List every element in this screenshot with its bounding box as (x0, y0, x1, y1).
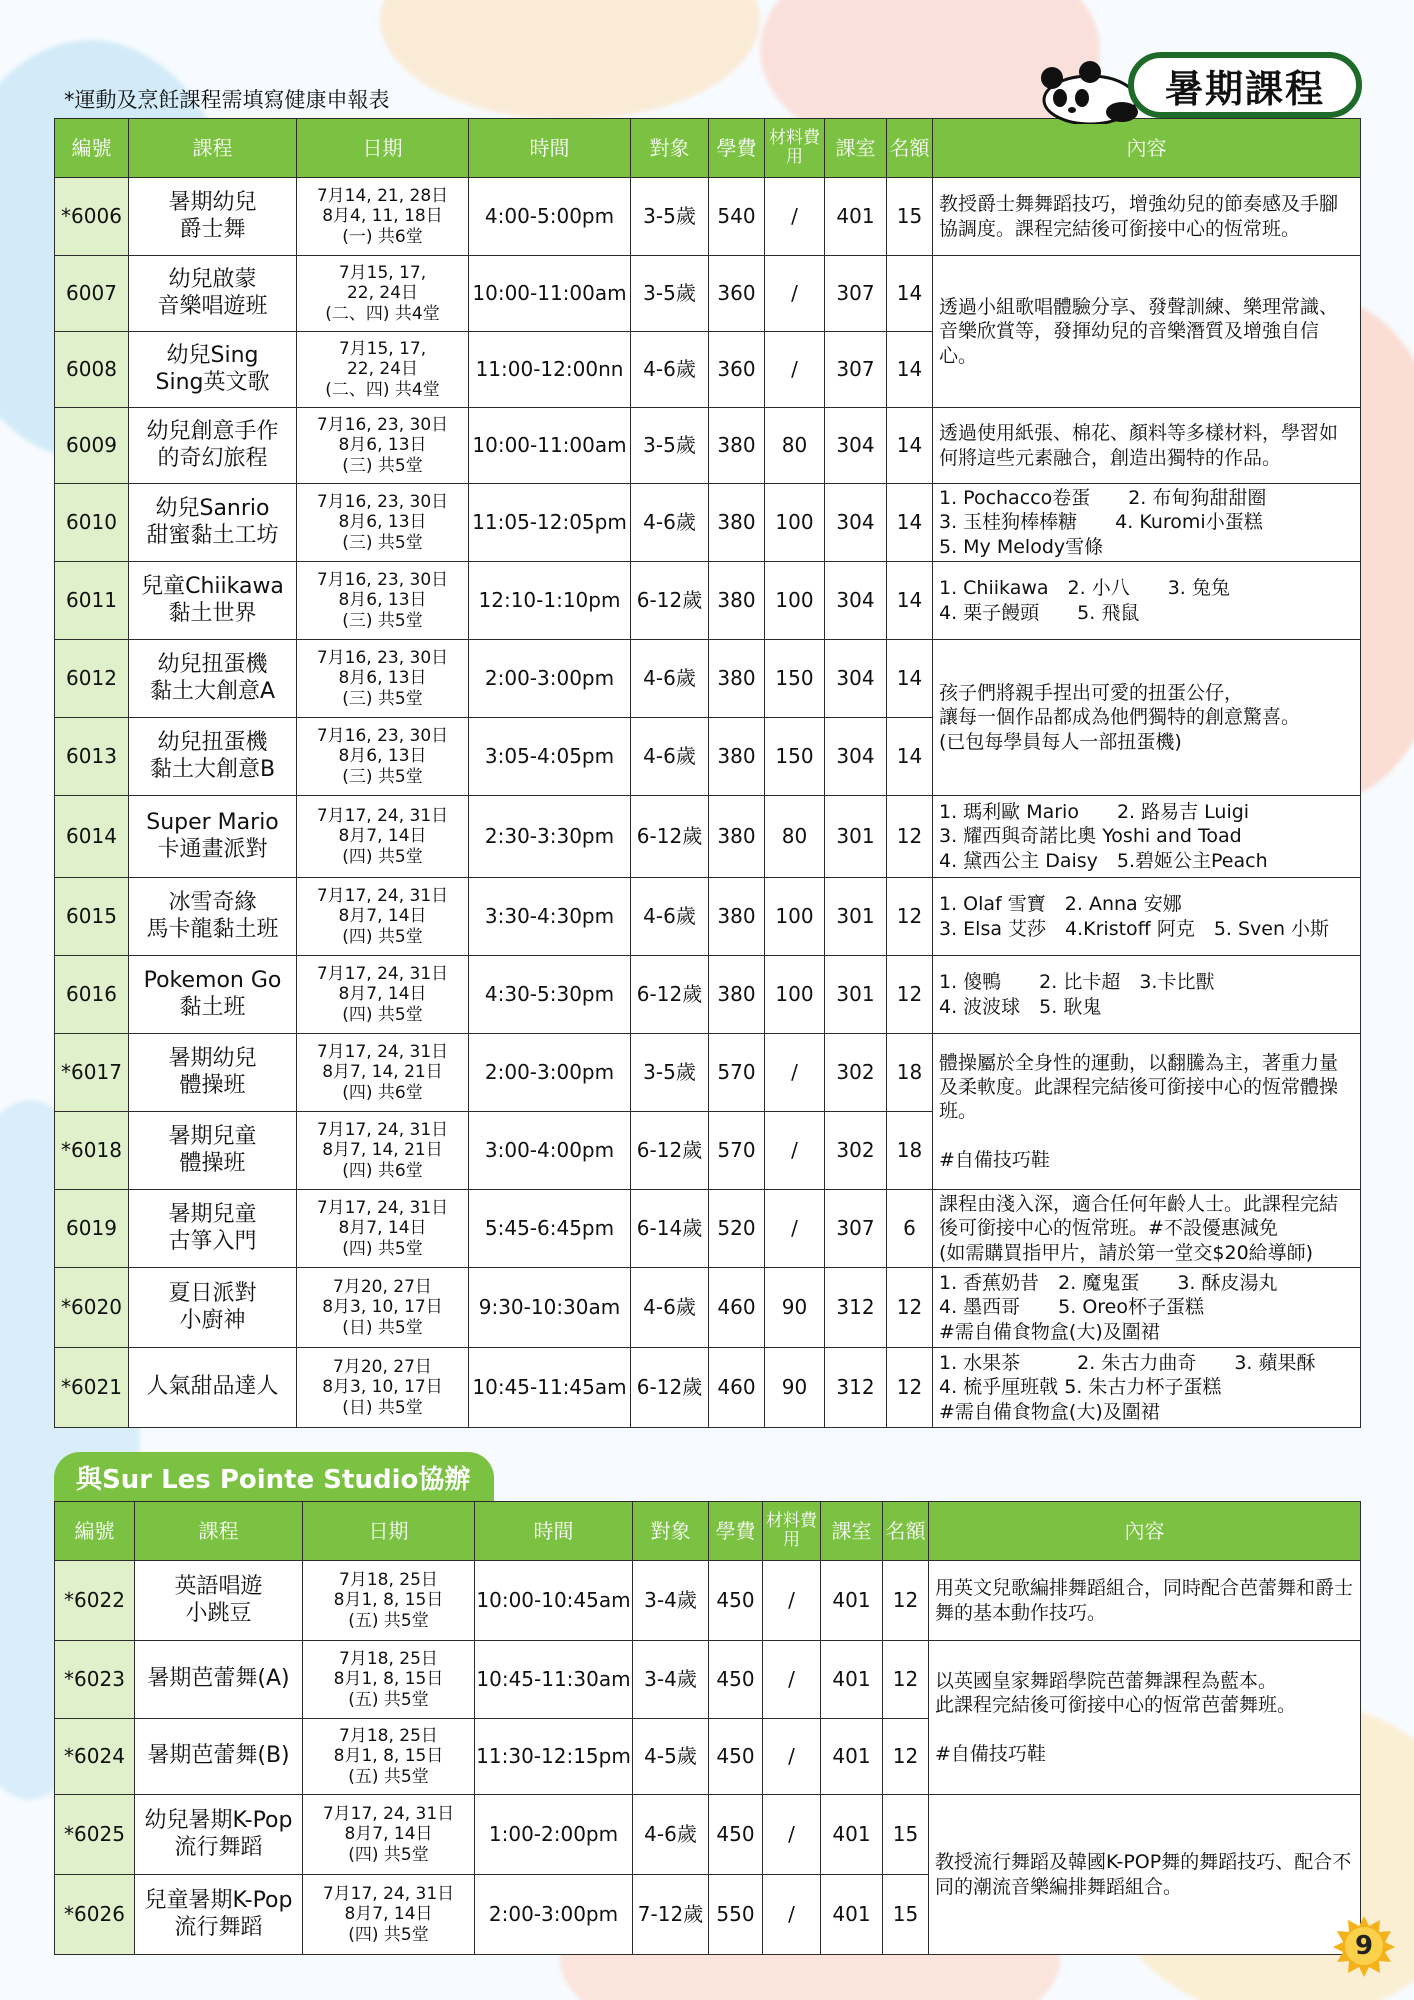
course-name: 暑期芭蕾舞(A) (135, 1641, 303, 1719)
course-name: 幼兒扭蛋機 黏土大創意B (129, 718, 297, 796)
course-code: 6012 (55, 640, 129, 718)
course-code: 6013 (55, 718, 129, 796)
target-age: 6-14歲 (631, 1190, 709, 1268)
course-name: 暑期芭蕾舞(B) (135, 1719, 303, 1795)
target-age: 4-6歲 (631, 332, 709, 408)
header-course-content: 內容 (929, 1502, 1361, 1561)
table-row (55, 484, 1361, 562)
target-age: 6-12歲 (631, 796, 709, 878)
course-name: 幼兒暑期K-Pop 流行舞蹈 (135, 1795, 303, 1875)
course-time: 3:30-4:30pm (469, 878, 631, 956)
course-code: *6021 (55, 1348, 129, 1428)
target-age: 4-6歲 (631, 1268, 709, 1348)
course-code: *6023 (55, 1641, 135, 1719)
course-dates: 7月18, 25日 8月1, 8, 15日 (五) 共5堂 (303, 1719, 475, 1795)
quota: 12 (883, 1561, 929, 1641)
table-row (55, 1034, 1361, 1112)
classroom: 312 (825, 1348, 887, 1428)
course-time: 10:00-11:00am (469, 256, 631, 332)
target-age: 4-6歲 (631, 718, 709, 796)
material-fee: / (765, 256, 825, 332)
course-dates: 7月16, 23, 30日 8月6, 13日 (三) 共5堂 (297, 484, 469, 562)
course-time: 2:00-3:00pm (475, 1875, 633, 1955)
target-age: 6-12歲 (631, 1348, 709, 1428)
course-content: 體操屬於全身性的運動，以翻騰為主，著重力量及柔軟度。此課程完結後可銜接中心的恆常體操班。 #自備技巧鞋 (933, 1034, 1361, 1190)
material-fee: / (765, 332, 825, 408)
tuition-fee: 380 (709, 956, 765, 1034)
header-course-dates: 日期 (303, 1502, 475, 1561)
course-dates: 7月17, 24, 31日 8月7, 14, 21日 (四) 共6堂 (297, 1034, 469, 1112)
material-fee: / (763, 1641, 821, 1719)
quota: 12 (887, 1348, 933, 1428)
course-content: 1. 瑪利歐 Mario 2. 路易吉 Luigi 3. 耀西與奇諾比奧 Yoshi and Toad 4. 黛西公主 Daisy 5.碧姬公主Peach (933, 796, 1361, 878)
material-fee: / (765, 1190, 825, 1268)
tuition-fee: 380 (709, 796, 765, 878)
course-dates: 7月17, 24, 31日 8月7, 14日 (四) 共5堂 (297, 956, 469, 1034)
material-fee: / (765, 1112, 825, 1190)
material-fee: 90 (765, 1348, 825, 1428)
target-age: 4-6歲 (631, 640, 709, 718)
course-content: 教授流行舞蹈及韓國K-POP舞的舞蹈技巧、配合不同的潮流音樂編排舞蹈組合。 (929, 1795, 1361, 1955)
tuition-fee: 380 (709, 878, 765, 956)
course-content: 1. Pochacco卷蛋 2. 布甸狗甜甜圈 3. 玉桂狗棒棒糖 4. Kuromi小蛋糕 5. My Melody雪條 (933, 484, 1361, 562)
course-time: 11:05-12:05pm (469, 484, 631, 562)
quota: 12 (887, 878, 933, 956)
page-title-badge (1032, 52, 1362, 124)
table-row (55, 1795, 1361, 1875)
course-dates: 7月17, 24, 31日 8月7, 14日 (四) 共5堂 (297, 796, 469, 878)
course-content: 用英文兒歌編排舞蹈組合，同時配合芭蕾舞和爵士舞的基本動作技巧。 (929, 1561, 1361, 1641)
tuition-fee: 520 (709, 1190, 765, 1268)
tuition-fee: 380 (709, 484, 765, 562)
course-time: 11:00-12:00nn (469, 332, 631, 408)
course-code: 6015 (55, 878, 129, 956)
course-time: 2:00-3:00pm (469, 640, 631, 718)
course-time: 9:30-10:30am (469, 1268, 631, 1348)
table-row (55, 256, 1361, 332)
course-time: 5:45-6:45pm (469, 1190, 631, 1268)
course-dates: 7月18, 25日 8月1, 8, 15日 (五) 共5堂 (303, 1641, 475, 1719)
course-dates: 7月16, 23, 30日 8月6, 13日 (三) 共5堂 (297, 640, 469, 718)
target-age: 3-4歲 (633, 1641, 709, 1719)
header-target-age: 對象 (631, 119, 709, 178)
course-dates: 7月20, 27日 8月3, 10, 17日 (日) 共5堂 (297, 1268, 469, 1348)
material-fee: / (765, 1034, 825, 1112)
quota: 12 (883, 1641, 929, 1719)
header-course-content: 內容 (933, 119, 1361, 178)
course-content: 透過使用紙張、棉花、顏料等多樣材料，學習如何將這些元素融合，創造出獨特的作品。 (933, 408, 1361, 484)
course-time: 10:00-10:45am (475, 1561, 633, 1641)
target-age: 4-6歲 (631, 878, 709, 956)
course-code: *6018 (55, 1112, 129, 1190)
tuition-fee: 360 (709, 256, 765, 332)
page-number: 9 (1354, 1931, 1374, 1961)
course-content: 1. 傻鴨 2. 比卡超 3.卡比獸 4. 波波球 5. 耿鬼 (933, 956, 1361, 1034)
course-dates: 7月16, 23, 30日 8月6, 13日 (三) 共5堂 (297, 718, 469, 796)
course-time: 10:00-11:00am (469, 408, 631, 484)
header-course-time: 時間 (469, 119, 631, 178)
course-content: 1. 水果茶 2. 朱古力曲奇 3. 蘋果酥 4. 梳乎厘班戟 5. 朱古力杯子蛋糕 #需自備食物盒(大)及圍裙 (933, 1348, 1361, 1428)
quota: 6 (887, 1190, 933, 1268)
header-quota: 名額 (883, 1502, 929, 1561)
course-name: 兒童Chiikawa 黏土世界 (129, 562, 297, 640)
material-fee: 100 (765, 878, 825, 956)
course-code: 6008 (55, 332, 129, 408)
header-course-name: 課程 (129, 119, 297, 178)
course-code: 6014 (55, 796, 129, 878)
course-code: *6022 (55, 1561, 135, 1641)
course-time: 12:10-1:10pm (469, 562, 631, 640)
course-name: 兒童暑期K-Pop 流行舞蹈 (135, 1875, 303, 1955)
target-age: 6-12歲 (631, 1112, 709, 1190)
tuition-fee: 450 (709, 1561, 763, 1641)
co-organized-course-table (54, 1501, 1361, 1955)
table-row (55, 408, 1361, 484)
course-name: 暑期幼兒 體操班 (129, 1034, 297, 1112)
material-fee: / (763, 1561, 821, 1641)
course-name: 人氣甜品達人 (129, 1348, 297, 1428)
course-content: 1. Olaf 雪寶 2. Anna 安娜 3. Elsa 艾莎 4.Kristoff 阿克 5. Sven 小斯 (933, 878, 1361, 956)
course-name: 暑期兒童 體操班 (129, 1112, 297, 1190)
classroom: 301 (825, 796, 887, 878)
course-dates: 7月20, 27日 8月3, 10, 17日 (日) 共5堂 (297, 1348, 469, 1428)
tuition-fee: 450 (709, 1641, 763, 1719)
target-age: 4-6歲 (631, 484, 709, 562)
course-dates: 7月17, 24, 31日 8月7, 14日 (四) 共5堂 (303, 1875, 475, 1955)
material-fee: / (763, 1795, 821, 1875)
course-code: *6006 (55, 178, 129, 256)
target-age: 3-4歲 (633, 1561, 709, 1641)
material-fee: / (765, 178, 825, 256)
quota: 14 (887, 332, 933, 408)
header-course-name: 課程 (135, 1502, 303, 1561)
quota: 18 (887, 1034, 933, 1112)
quota: 18 (887, 1112, 933, 1190)
course-name: 幼兒扭蛋機 黏土大創意A (129, 640, 297, 718)
target-age: 4-5歲 (633, 1719, 709, 1795)
page-title: 暑期課程 (1128, 52, 1362, 118)
header-course-code: 編號 (55, 119, 129, 178)
tuition-fee: 450 (709, 1795, 763, 1875)
course-code: *6020 (55, 1268, 129, 1348)
course-time: 4:00-5:00pm (469, 178, 631, 256)
classroom: 401 (825, 178, 887, 256)
quota: 12 (883, 1719, 929, 1795)
classroom: 304 (825, 718, 887, 796)
course-time: 11:30-12:15pm (475, 1719, 633, 1795)
tuition-fee: 460 (709, 1348, 765, 1428)
classroom: 307 (825, 1190, 887, 1268)
material-fee: / (763, 1875, 821, 1955)
classroom: 302 (825, 1112, 887, 1190)
course-name: Pokemon Go 黏土班 (129, 956, 297, 1034)
table-row (55, 1268, 1361, 1348)
material-fee: 100 (765, 484, 825, 562)
course-dates: 7月15, 17, 22, 24日 (二、四) 共4堂 (297, 256, 469, 332)
course-name: 英語唱遊 小跳豆 (135, 1561, 303, 1641)
course-name: 冰雪奇緣 馬卡龍黏土班 (129, 878, 297, 956)
course-content: 以英國皇家舞蹈學院芭蕾舞課程為藍本。 此課程完結後可銜接中心的恆常芭蕾舞班。 #自備技巧鞋 (929, 1641, 1361, 1795)
table-header-row (55, 1502, 1361, 1561)
target-age: 6-12歲 (631, 562, 709, 640)
tuition-fee: 460 (709, 1268, 765, 1348)
course-code: *6025 (55, 1795, 135, 1875)
quota: 15 (883, 1795, 929, 1875)
classroom: 401 (821, 1795, 883, 1875)
course-time: 3:00-4:00pm (469, 1112, 631, 1190)
course-name: 暑期兒童 古箏入門 (129, 1190, 297, 1268)
course-code: *6024 (55, 1719, 135, 1795)
course-code: 6019 (55, 1190, 129, 1268)
tuition-fee: 450 (709, 1719, 763, 1795)
course-content: 教授爵士舞舞蹈技巧，增強幼兒的節奏感及手腳協調度。課程完結後可銜接中心的恆常班。 (933, 178, 1361, 256)
quota: 14 (887, 718, 933, 796)
header-classroom: 課室 (825, 119, 887, 178)
page-number-badge (1332, 1914, 1396, 1978)
table-row (55, 178, 1361, 256)
target-age: 7-12歲 (633, 1875, 709, 1955)
tuition-fee: 550 (709, 1875, 763, 1955)
table-header-row (55, 119, 1361, 178)
quota: 12 (887, 796, 933, 878)
course-dates: 7月17, 24, 31日 8月7, 14日 (四) 共5堂 (303, 1795, 475, 1875)
quota: 14 (887, 256, 933, 332)
target-age: 3-5歲 (631, 178, 709, 256)
classroom: 304 (825, 408, 887, 484)
tuition-fee: 360 (709, 332, 765, 408)
tuition-fee: 540 (709, 178, 765, 256)
classroom: 301 (825, 878, 887, 956)
course-time: 2:30-3:30pm (469, 796, 631, 878)
classroom: 302 (825, 1034, 887, 1112)
tuition-fee: 570 (709, 1112, 765, 1190)
material-fee: 80 (765, 796, 825, 878)
header-tuition-fee: 學費 (709, 1502, 763, 1561)
table-row (55, 1190, 1361, 1268)
table-row (55, 796, 1361, 878)
course-dates: 7月15, 17, 22, 24日 (二、四) 共4堂 (297, 332, 469, 408)
material-fee: 100 (765, 562, 825, 640)
course-dates: 7月16, 23, 30日 8月6, 13日 (三) 共5堂 (297, 408, 469, 484)
header-target-age: 對象 (633, 1502, 709, 1561)
course-code: 6016 (55, 956, 129, 1034)
header-material-fee: 材料費用 (763, 1502, 821, 1561)
course-time: 10:45-11:30am (475, 1641, 633, 1719)
header-course-dates: 日期 (297, 119, 469, 178)
tuition-fee: 380 (709, 718, 765, 796)
course-time: 4:30-5:30pm (469, 956, 631, 1034)
course-dates: 7月14, 21, 28日 8月4, 11, 18日 (一) 共6堂 (297, 178, 469, 256)
course-time: 3:05-4:05pm (469, 718, 631, 796)
material-fee: / (763, 1719, 821, 1795)
quota: 15 (883, 1875, 929, 1955)
course-name: 幼兒Sing Sing英文歌 (129, 332, 297, 408)
course-content: 課程由淺入深，適合任何年齡人士。此課程完結後可銜接中心的恆常班。#不設優惠減免 (如需購買指甲片，請於第一堂交$20給導師) (933, 1190, 1361, 1268)
course-dates: 7月16, 23, 30日 8月6, 13日 (三) 共5堂 (297, 562, 469, 640)
summer-course-table (54, 118, 1361, 1428)
course-time: 2:00-3:00pm (469, 1034, 631, 1112)
tuition-fee: 570 (709, 1034, 765, 1112)
target-age: 3-5歲 (631, 408, 709, 484)
classroom: 312 (825, 1268, 887, 1348)
course-code: 6011 (55, 562, 129, 640)
course-dates: 7月17, 24, 31日 8月7, 14, 21日 (四) 共6堂 (297, 1112, 469, 1190)
quota: 14 (887, 484, 933, 562)
course-content: 透過小組歌唱體驗分享、發聲訓練、樂理常識、音樂欣賞等，發揮幼兒的音樂潛質及增強自信心。 (933, 256, 1361, 408)
course-dates: 7月18, 25日 8月1, 8, 15日 (五) 共5堂 (303, 1561, 475, 1641)
table-row (55, 878, 1361, 956)
header-course-time: 時間 (475, 1502, 633, 1561)
classroom: 304 (825, 484, 887, 562)
health-declaration-note: *運動及烹飪課程需填寫健康申報表 (64, 88, 390, 112)
material-fee: 90 (765, 1268, 825, 1348)
course-code: 6010 (55, 484, 129, 562)
classroom: 301 (825, 956, 887, 1034)
classroom: 307 (825, 256, 887, 332)
target-age: 4-6歲 (633, 1795, 709, 1875)
header-classroom: 課室 (821, 1502, 883, 1561)
table-row (55, 640, 1361, 718)
course-name: 暑期幼兒 爵士舞 (129, 178, 297, 256)
table-row (55, 562, 1361, 640)
classroom: 307 (825, 332, 887, 408)
table-row (55, 1561, 1361, 1641)
target-age: 6-12歲 (631, 956, 709, 1034)
course-time: 10:45-11:45am (469, 1348, 631, 1428)
course-content: 1. Chiikawa 2. 小八 3. 兔兔 4. 栗子饅頭 5. 飛鼠 (933, 562, 1361, 640)
course-name: 夏日派對 小廚神 (129, 1268, 297, 1348)
material-fee: 150 (765, 640, 825, 718)
course-content: 1. 香蕉奶昔 2. 魔鬼蛋 3. 酥皮湯丸 4. 墨西哥 5. Oreo杯子蛋糕 #需自備食物盒(大)及圍裙 (933, 1268, 1361, 1348)
classroom: 401 (821, 1875, 883, 1955)
classroom: 401 (821, 1561, 883, 1641)
material-fee: 100 (765, 956, 825, 1034)
classroom: 304 (825, 640, 887, 718)
quota: 15 (887, 178, 933, 256)
table-row (55, 1641, 1361, 1719)
course-name: 幼兒Sanrio 甜蜜黏土工坊 (129, 484, 297, 562)
header-quota: 名額 (887, 119, 933, 178)
header-tuition-fee: 學費 (709, 119, 765, 178)
table-row (55, 956, 1361, 1034)
course-name: Super Mario 卡通畫派對 (129, 796, 297, 878)
course-dates: 7月17, 24, 31日 8月7, 14日 (四) 共5堂 (297, 878, 469, 956)
header-material-fee: 材料費用 (765, 119, 825, 178)
quota: 12 (887, 1268, 933, 1348)
course-code: *6026 (55, 1875, 135, 1955)
material-fee: 150 (765, 718, 825, 796)
quota: 14 (887, 562, 933, 640)
course-time: 1:00-2:00pm (475, 1795, 633, 1875)
material-fee: 80 (765, 408, 825, 484)
course-code: 6007 (55, 256, 129, 332)
course-code: 6009 (55, 408, 129, 484)
course-name: 幼兒創意手作 的奇幻旅程 (129, 408, 297, 484)
course-content: 孩子們將親手捏出可愛的扭蛋公仔， 讓每一個作品都成為他們獨特的創意驚喜。 (已包每學員每人一部扭蛋機) (933, 640, 1361, 796)
classroom: 401 (821, 1641, 883, 1719)
target-age: 3-5歲 (631, 1034, 709, 1112)
table-row (55, 1348, 1361, 1428)
tuition-fee: 380 (709, 562, 765, 640)
target-age: 3-5歲 (631, 256, 709, 332)
section-title-co-organized: 與Sur Les Pointe Studio協辦 (54, 1452, 494, 1502)
classroom: 401 (821, 1719, 883, 1795)
quota: 12 (887, 956, 933, 1034)
header-course-code: 編號 (55, 1502, 135, 1561)
course-code: *6017 (55, 1034, 129, 1112)
course-name: 幼兒啟蒙 音樂唱遊班 (129, 256, 297, 332)
classroom: 304 (825, 562, 887, 640)
tuition-fee: 380 (709, 408, 765, 484)
quota: 14 (887, 408, 933, 484)
tuition-fee: 380 (709, 640, 765, 718)
quota: 14 (887, 640, 933, 718)
course-dates: 7月17, 24, 31日 8月7, 14日 (四) 共5堂 (297, 1190, 469, 1268)
